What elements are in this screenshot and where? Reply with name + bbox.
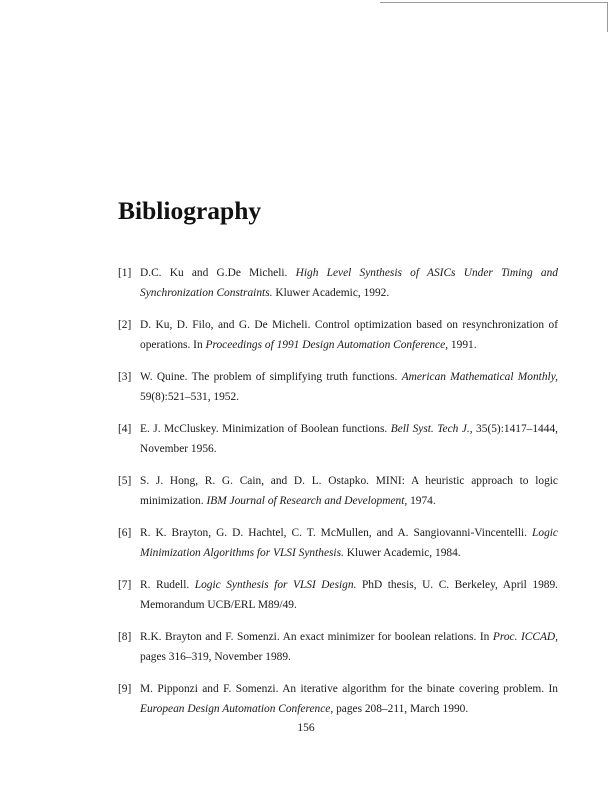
reference-publication: PhD thesis, U. C. Berkeley, April 1989. Memorandum UCB/ERL M89/49. xyxy=(140,579,559,611)
reference-item xyxy=(118,315,558,355)
reference-publication: Kluwer Academic, 1984. xyxy=(346,547,461,559)
reference-number: [3] xyxy=(118,371,132,383)
reference-venue: European Design Automation Conference, xyxy=(140,703,334,715)
reference-number: [4] xyxy=(118,423,132,435)
reference-details: 59(8):521–531, 1952. xyxy=(140,391,240,403)
reference-authors: R.K. Brayton and F. Somenzi. xyxy=(140,631,280,643)
reference-body xyxy=(140,423,558,455)
reference-details: pages 208–211, March 1990. xyxy=(336,703,469,715)
reference-body xyxy=(140,683,558,715)
reference-authors: R. K. Brayton, G. D. Hachtel, C. T. McMullen, and A. Sangiovanni-Vincentelli. xyxy=(140,527,528,539)
reference-authors: D.C. Ku and G.De Micheli. xyxy=(140,267,288,279)
reference-number: [8] xyxy=(118,631,132,643)
reference-venue-prefix: In xyxy=(548,683,558,695)
reference-item xyxy=(118,679,558,719)
reference-publication: Kluwer Academic, 1992. xyxy=(275,287,390,299)
reference-venue-prefix: In xyxy=(479,631,490,643)
reference-details: pages 316–319, November 1989. xyxy=(140,651,291,663)
reference-item xyxy=(118,419,558,459)
reference-authors: E. J. McCluskey. xyxy=(140,423,219,435)
reference-title: Control optimization based on resynchronization of operations. xyxy=(140,319,558,351)
reference-item xyxy=(118,471,558,511)
reference-item xyxy=(118,627,558,667)
reference-venue: Proceedings of 1991 Design Automation Conference, xyxy=(205,339,449,351)
reference-title: MINI: A heuristic approach to logic minimization. xyxy=(140,475,558,507)
reference-title: High Level Synthesis of ASICs Under Timing and Synchronization Constraints. xyxy=(140,267,558,299)
reference-item xyxy=(118,575,558,615)
reference-details: 35(5):1417–1444, November 1956. xyxy=(140,423,558,455)
scan-edge-top xyxy=(380,2,608,3)
scan-edge-right xyxy=(607,2,608,32)
reference-body xyxy=(140,475,558,507)
chapter-title: Bibliography xyxy=(118,196,262,225)
reference-title: Logic Minimization Algorithms for VLSI Synthesis. xyxy=(140,527,558,559)
reference-title: Logic Synthesis for VLSI Design. xyxy=(194,579,357,591)
reference-details: 1991. xyxy=(450,339,477,351)
reference-title: The problem of simplifying truth functions. xyxy=(191,371,398,383)
reference-item xyxy=(118,263,558,303)
reference-authors: D. Ku, D. Filo, and G. De Micheli. xyxy=(140,319,311,331)
reference-title: An exact minimizer for boolean relations. xyxy=(282,631,477,643)
reference-details: 1974. xyxy=(410,495,436,507)
reference-authors: S. J. Hong, R. G. Cain, and D. L. Ostapko. xyxy=(140,475,370,487)
reference-venue: IBM Journal of Research and Development, xyxy=(206,495,408,507)
reference-number: [6] xyxy=(118,527,132,539)
reference-venue: Proc. ICCAD, xyxy=(492,631,558,643)
reference-title: An iterative algorithm for the binate covering problem. xyxy=(282,683,545,695)
reference-venue: Bell Syst. Tech J., xyxy=(390,423,473,435)
reference-authors: R. Rudell. xyxy=(140,579,190,591)
reference-number: [7] xyxy=(118,579,132,591)
reference-title: Minimization of Boolean functions. xyxy=(222,423,388,435)
reference-number: [2] xyxy=(118,319,132,331)
reference-item xyxy=(118,523,558,563)
reference-body xyxy=(140,371,558,403)
reference-body xyxy=(140,267,558,299)
reference-body xyxy=(140,579,558,611)
reference-venue: American Mathematical Monthly, xyxy=(401,371,558,383)
reference-venue-prefix: In xyxy=(193,339,203,351)
reference-authors: W. Quine. xyxy=(140,371,188,383)
reference-body xyxy=(140,319,558,351)
reference-list xyxy=(118,263,558,731)
reference-body xyxy=(140,631,558,663)
reference-authors: M. Pipponzi and F. Somenzi. xyxy=(140,683,279,695)
reference-number: [5] xyxy=(118,475,132,487)
reference-number: [9] xyxy=(118,683,132,695)
reference-number: [1] xyxy=(118,267,132,279)
reference-body xyxy=(140,527,558,559)
reference-item xyxy=(118,367,558,407)
page-number: 156 xyxy=(297,722,315,734)
